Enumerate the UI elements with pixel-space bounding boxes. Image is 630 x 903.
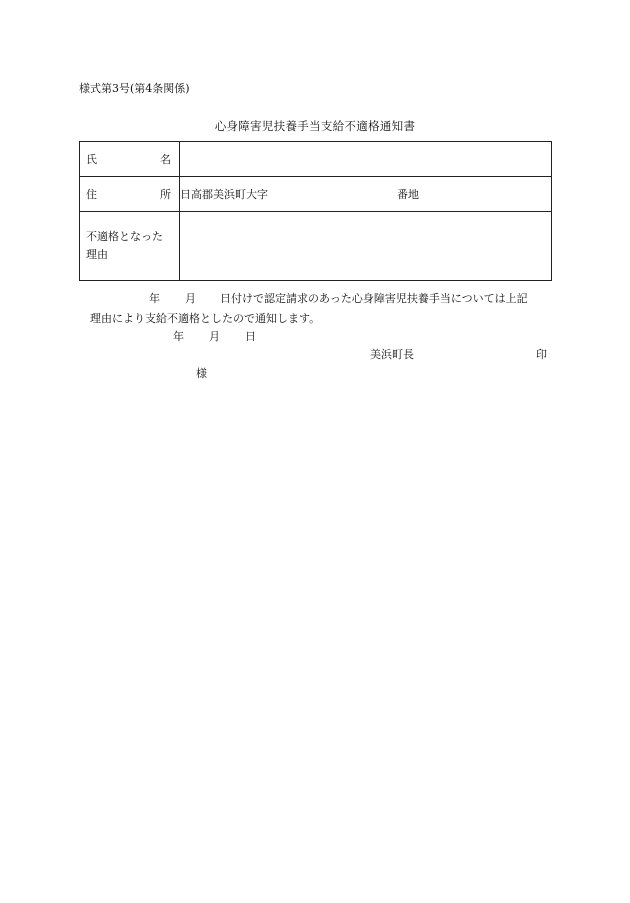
name-label-second: 名 — [160, 153, 171, 166]
mayor-title: 美浜町長 — [370, 348, 414, 361]
issue-day-unit: 日 — [245, 330, 256, 343]
name-field[interactable] — [180, 142, 552, 177]
reason-label-cell — [80, 212, 180, 281]
table-row-address — [80, 177, 552, 212]
info-table — [79, 141, 552, 281]
notice-text-line2: 理由により支給不適格としたので通知します。 — [90, 312, 321, 325]
table-row-name — [80, 142, 552, 177]
address-banchi: 番地 — [397, 188, 419, 201]
address-label-first: 住 — [86, 188, 97, 201]
form-number: 様式第3号(第4条関係) — [79, 82, 190, 95]
address-prefix: 日高郡美浜町大字 — [180, 188, 268, 201]
address-label-second: 所 — [160, 188, 171, 201]
seal-mark: 印 — [536, 348, 547, 361]
address-field[interactable] — [180, 177, 552, 212]
name-label-first: 氏 — [86, 153, 97, 166]
notice-text-line1: 日付けで認定請求のあった心身障害児扶養手当については上記 — [220, 292, 528, 305]
reason-label: 不適格となった理由 — [86, 230, 163, 261]
issue-month-unit: 月 — [209, 330, 220, 343]
document-title: 心身障害児扶養手当支給不適格通知書 — [214, 119, 416, 133]
table-row-reason — [80, 212, 552, 281]
notice-month-unit: 月 — [185, 292, 196, 305]
address-label-cell — [80, 177, 180, 212]
name-label-cell — [80, 142, 180, 177]
reason-field[interactable] — [180, 212, 552, 281]
recipient-honorific: 様 — [196, 367, 207, 380]
issue-year-unit: 年 — [173, 330, 184, 343]
notice-year-unit: 年 — [149, 292, 160, 305]
